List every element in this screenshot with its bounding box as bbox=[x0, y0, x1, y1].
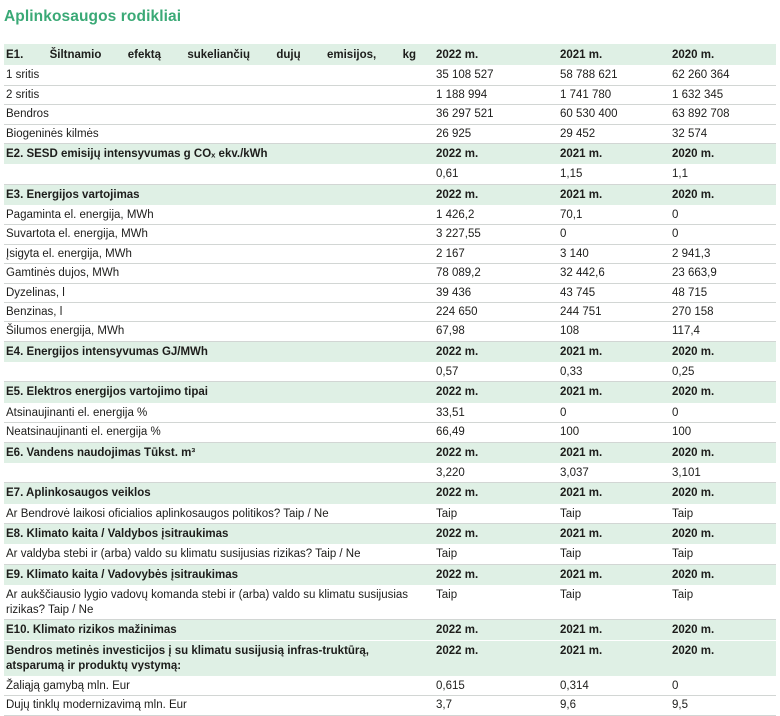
section-header-row bbox=[4, 341, 776, 362]
row-value: 0,61 bbox=[432, 165, 556, 184]
row-value: 1 741 780 bbox=[556, 85, 668, 104]
section-year-2022-e9: 2022 m. bbox=[432, 564, 556, 585]
row-label: Šilumos energija, MWh bbox=[4, 322, 432, 341]
row-value: 1,1 bbox=[668, 165, 776, 184]
row-value: Taip bbox=[668, 545, 776, 564]
section-year-2020-e4: 2020 m. bbox=[668, 341, 776, 362]
section-title-e2: E2. SESD emisijų intensyvumas g COₓ ekv./kWh bbox=[4, 143, 432, 164]
row-label: Benzinas, l bbox=[4, 302, 432, 321]
row-value: 78 089,2 bbox=[432, 264, 556, 283]
row-value: 3,101 bbox=[668, 463, 776, 482]
section-year-2022-e10: 2022 m. bbox=[432, 619, 556, 640]
section-year-2020-e9: 2020 m. bbox=[668, 564, 776, 585]
table-row bbox=[4, 302, 776, 321]
table-row bbox=[4, 677, 776, 696]
row-value: 0,25 bbox=[668, 363, 776, 382]
section-year-2021-e6: 2021 m. bbox=[556, 442, 668, 463]
table-row bbox=[4, 586, 776, 620]
row-value: 9,6 bbox=[556, 696, 668, 715]
row-value: 26 925 bbox=[432, 124, 556, 143]
row-value: 0 bbox=[668, 206, 776, 225]
row-value: 60 530 400 bbox=[556, 105, 668, 124]
section-title-e4: E4. Energijos intensyvumas GJ/MWh bbox=[4, 341, 432, 362]
row-value: 1 426,2 bbox=[432, 206, 556, 225]
row-value: 1,15 bbox=[556, 165, 668, 184]
section-year-2021-e9: 2021 m. bbox=[556, 564, 668, 585]
section-year-2020-e5: 2020 m. bbox=[668, 382, 776, 403]
row-value: 2 941,3 bbox=[668, 244, 776, 263]
section-header-row bbox=[4, 184, 776, 205]
row-label: Įsigyta el. energija, MWh bbox=[4, 244, 432, 263]
table-row bbox=[4, 66, 776, 85]
section-year-2022-e7: 2022 m. bbox=[432, 483, 556, 504]
table-row bbox=[4, 85, 776, 104]
row-value: 100 bbox=[668, 423, 776, 442]
table-row bbox=[4, 283, 776, 302]
row-label: Ar Bendrovė laikosi oficialios aplinkosaugos politikos? Taip / Ne bbox=[4, 504, 432, 523]
table-row bbox=[4, 696, 776, 715]
section-year-2020-e1: 2020 m. bbox=[668, 45, 776, 66]
row-value: 0,57 bbox=[432, 363, 556, 382]
row-value: 32 442,6 bbox=[556, 264, 668, 283]
table-row bbox=[4, 225, 776, 244]
row-label: Neatsinaujinanti el. energija % bbox=[4, 423, 432, 442]
section-title-e1: E1. Šiltnamio efektą sukeliančių dujų emisijos, kg bbox=[4, 45, 432, 66]
row-value: 70,1 bbox=[556, 206, 668, 225]
section-header-row bbox=[4, 45, 776, 66]
section-year-2021-e7: 2021 m. bbox=[556, 483, 668, 504]
row-label bbox=[4, 363, 432, 382]
section-title-e6: E6. Vandens naudojimas Tūkst. m³ bbox=[4, 442, 432, 463]
table-row bbox=[4, 165, 776, 184]
row-label: Ar aukščiausio lygio vadovų komanda stebi ir (arba) valdo su klimatu susijusias rizikas? Taip / Ne bbox=[4, 586, 432, 620]
row-value: 3,7 bbox=[432, 696, 556, 715]
row-label: Gamtinės dujos, MWh bbox=[4, 264, 432, 283]
row-label: 2 sritis bbox=[4, 85, 432, 104]
section-year-2022-investments: 2022 m. bbox=[432, 641, 556, 677]
environmental-indicators-table bbox=[4, 44, 776, 716]
table-row bbox=[4, 124, 776, 143]
section-title-e9: E9. Klimato kaita / Vadovybės įsitraukimas bbox=[4, 564, 432, 585]
row-value: 36 297 521 bbox=[432, 105, 556, 124]
row-value: Taip bbox=[432, 504, 556, 523]
section-title-e7: E7. Aplinkosaugos veiklos bbox=[4, 483, 432, 504]
row-value: 62 260 364 bbox=[668, 66, 776, 85]
row-value: Taip bbox=[668, 504, 776, 523]
section-year-2020-investments: 2020 m. bbox=[668, 641, 776, 677]
row-value: 32 574 bbox=[668, 124, 776, 143]
row-value: 0,33 bbox=[556, 363, 668, 382]
row-label: Bendros bbox=[4, 105, 432, 124]
section-year-2021-e4: 2021 m. bbox=[556, 341, 668, 362]
table-row bbox=[4, 504, 776, 523]
table-row bbox=[4, 403, 776, 422]
row-value: 108 bbox=[556, 322, 668, 341]
section-year-2021-e8: 2021 m. bbox=[556, 524, 668, 545]
row-value: 224 650 bbox=[432, 302, 556, 321]
row-value: 117,4 bbox=[668, 322, 776, 341]
row-value: Taip bbox=[668, 586, 776, 620]
section-title-e5: E5. Elektros energijos vartojimo tipai bbox=[4, 382, 432, 403]
row-value: 23 663,9 bbox=[668, 264, 776, 283]
table-row bbox=[4, 363, 776, 382]
row-label bbox=[4, 165, 432, 184]
row-value: 33,51 bbox=[432, 403, 556, 422]
row-label: Biogeninės kilmės bbox=[4, 124, 432, 143]
section-year-2022-e2: 2022 m. bbox=[432, 143, 556, 164]
section-year-2022-e4: 2022 m. bbox=[432, 341, 556, 362]
section-year-2022-e8: 2022 m. bbox=[432, 524, 556, 545]
section-title-e3: E3. Energijos vartojimas bbox=[4, 184, 432, 205]
row-value: Taip bbox=[556, 586, 668, 620]
section-header-row bbox=[4, 619, 776, 640]
page-title: Aplinkosaugos rodikliai bbox=[4, 8, 182, 25]
section-header-row bbox=[4, 483, 776, 504]
section-year-2022-e3: 2022 m. bbox=[432, 184, 556, 205]
table-row bbox=[4, 206, 776, 225]
row-value: 58 788 621 bbox=[556, 66, 668, 85]
table-row bbox=[4, 264, 776, 283]
table-row bbox=[4, 244, 776, 263]
row-value: 43 745 bbox=[556, 283, 668, 302]
row-value: 3,037 bbox=[556, 463, 668, 482]
row-value: 0 bbox=[668, 677, 776, 696]
section-year-2022-e1: 2022 m. bbox=[432, 45, 556, 66]
section-title-e10: E10. Klimato rizikos mažinimas bbox=[4, 619, 432, 640]
row-label: Pagaminta el. energija, MWh bbox=[4, 206, 432, 225]
row-value: 67,98 bbox=[432, 322, 556, 341]
row-label: Suvartota el. energija, MWh bbox=[4, 225, 432, 244]
section-header-row bbox=[4, 143, 776, 164]
row-value: 39 436 bbox=[432, 283, 556, 302]
row-label: Dujų tinklų modernizavimą mln. Eur bbox=[4, 696, 432, 715]
row-value: Taip bbox=[432, 545, 556, 564]
row-value: 2 167 bbox=[432, 244, 556, 263]
row-value: Taip bbox=[556, 545, 668, 564]
section-year-2021-e2: 2021 m. bbox=[556, 143, 668, 164]
row-value: 29 452 bbox=[556, 124, 668, 143]
row-label: Žaliąją gamybą mln. Eur bbox=[4, 677, 432, 696]
row-label: 1 sritis bbox=[4, 66, 432, 85]
row-value: 1 632 345 bbox=[668, 85, 776, 104]
section-header-row bbox=[4, 442, 776, 463]
section-year-2020-e7: 2020 m. bbox=[668, 483, 776, 504]
table-row bbox=[4, 423, 776, 442]
row-value: 244 751 bbox=[556, 302, 668, 321]
section-title-investments: Bendros metinės investicijos į su klimatu susijusią infras-truktūrą, atsparumą ir produktų vystymą: bbox=[4, 641, 432, 677]
row-value: 48 715 bbox=[668, 283, 776, 302]
row-value: 1 188 994 bbox=[432, 85, 556, 104]
row-value: 3,220 bbox=[432, 463, 556, 482]
row-value: 100 bbox=[556, 423, 668, 442]
section-header-row bbox=[4, 524, 776, 545]
section-year-2021-investments: 2021 m. bbox=[556, 641, 668, 677]
row-value: 35 108 527 bbox=[432, 66, 556, 85]
table-row bbox=[4, 322, 776, 341]
section-year-2020-e10: 2020 m. bbox=[668, 619, 776, 640]
row-value: 63 892 708 bbox=[668, 105, 776, 124]
row-value: 0 bbox=[556, 225, 668, 244]
section-header-row bbox=[4, 641, 776, 677]
row-value: 3 140 bbox=[556, 244, 668, 263]
section-year-2022-e6: 2022 m. bbox=[432, 442, 556, 463]
section-header-row bbox=[4, 382, 776, 403]
section-year-2021-e1: 2021 m. bbox=[556, 45, 668, 66]
section-title-e8: E8. Klimato kaita / Valdybos įsitraukimas bbox=[4, 524, 432, 545]
section-year-2021-e3: 2021 m. bbox=[556, 184, 668, 205]
section-year-2020-e8: 2020 m. bbox=[668, 524, 776, 545]
row-value: 0 bbox=[668, 403, 776, 422]
section-year-2021-e5: 2021 m. bbox=[556, 382, 668, 403]
row-label: Dyzelinas, l bbox=[4, 283, 432, 302]
row-value: 0 bbox=[668, 225, 776, 244]
row-value: 270 158 bbox=[668, 302, 776, 321]
row-value: 9,5 bbox=[668, 696, 776, 715]
section-year-2022-e5: 2022 m. bbox=[432, 382, 556, 403]
row-label: Ar valdyba stebi ir (arba) valdo su klimatu susijusias rizikas? Taip / Ne bbox=[4, 545, 432, 564]
row-value: 3 227,55 bbox=[432, 225, 556, 244]
row-value: 0 bbox=[556, 403, 668, 422]
row-value: 0,615 bbox=[432, 677, 556, 696]
section-year-2020-e3: 2020 m. bbox=[668, 184, 776, 205]
row-value: 0,314 bbox=[556, 677, 668, 696]
table-row bbox=[4, 463, 776, 482]
table-row bbox=[4, 105, 776, 124]
row-label: Atsinaujinanti el. energija % bbox=[4, 403, 432, 422]
section-header-row bbox=[4, 564, 776, 585]
row-value: 66,49 bbox=[432, 423, 556, 442]
row-value: Taip bbox=[556, 504, 668, 523]
table-row bbox=[4, 545, 776, 564]
row-label bbox=[4, 463, 432, 482]
section-year-2020-e2: 2020 m. bbox=[668, 143, 776, 164]
row-value: Taip bbox=[432, 586, 556, 620]
section-year-2020-e6: 2020 m. bbox=[668, 442, 776, 463]
section-year-2021-e10: 2021 m. bbox=[556, 619, 668, 640]
